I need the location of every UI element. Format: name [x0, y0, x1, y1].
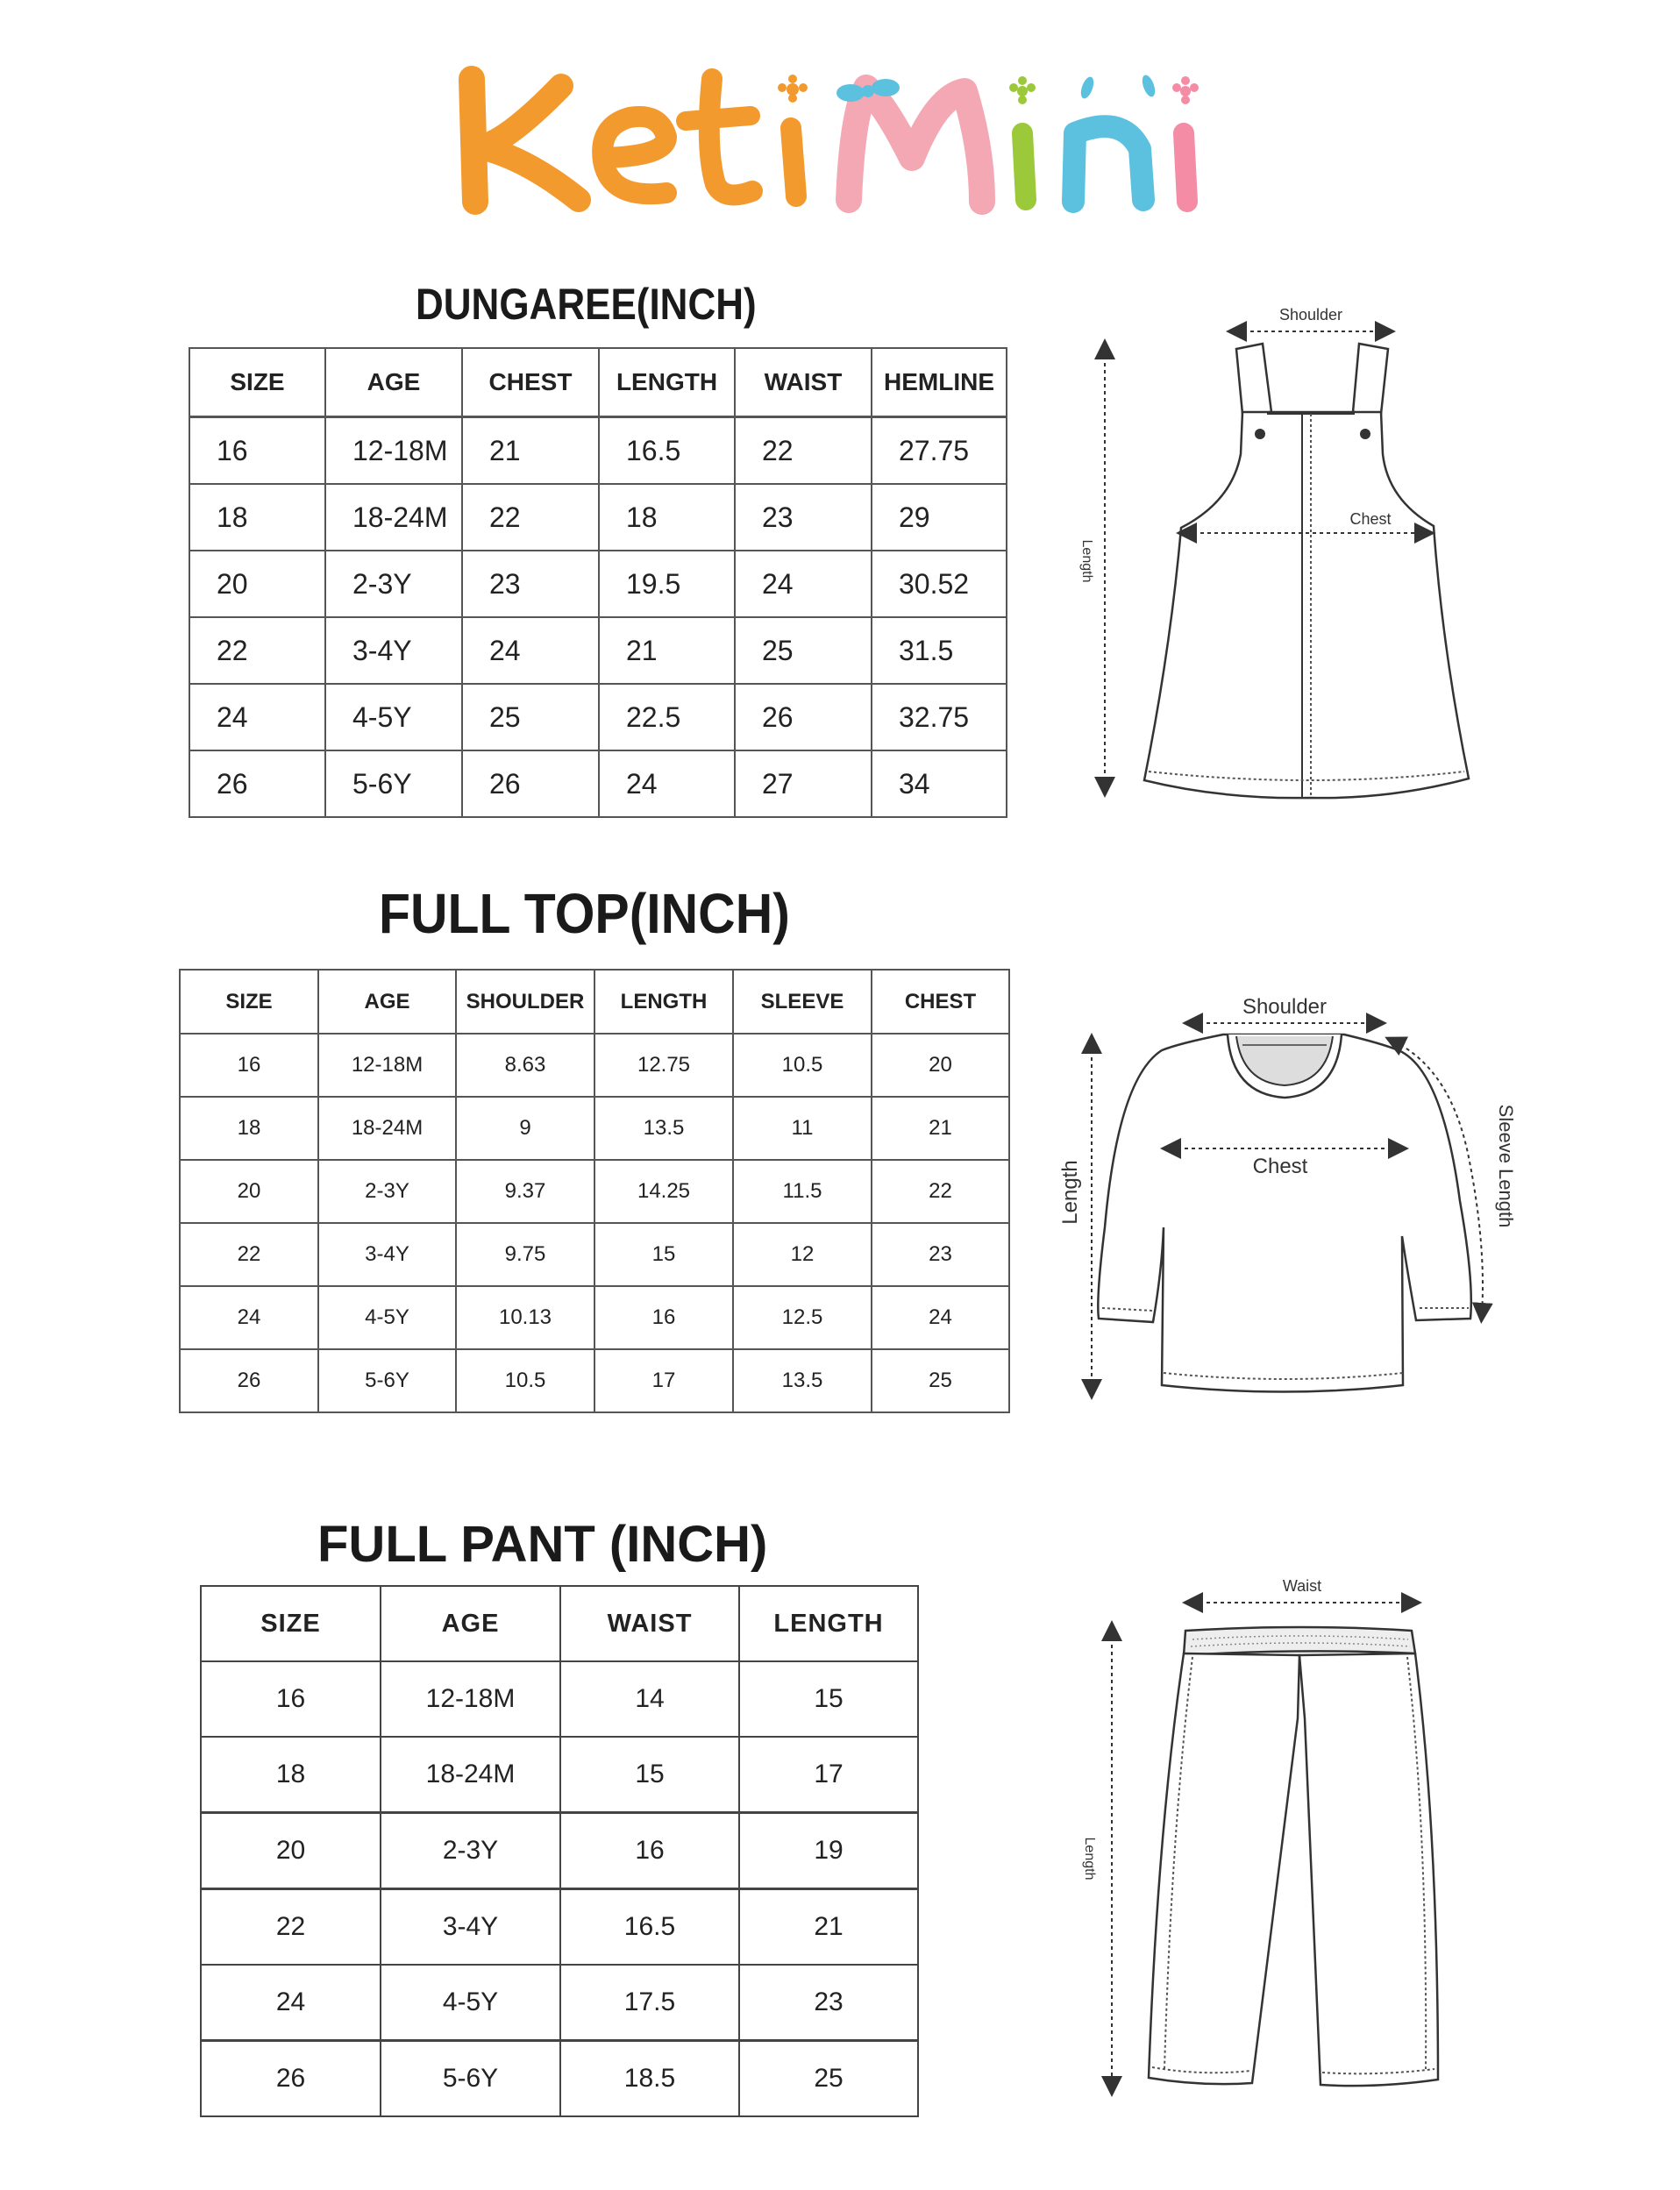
table-cell: 22: [872, 1160, 1009, 1223]
table-cell: 5-6Y: [325, 750, 462, 817]
full-top-title: FULL TOP(INCH): [379, 882, 790, 945]
table-cell: 26: [462, 750, 599, 817]
table-cell: 2-3Y: [318, 1160, 456, 1223]
ketimini-logo: [456, 53, 1228, 219]
table-cell: 24: [180, 1286, 318, 1349]
table-cell: 22: [189, 617, 325, 684]
column-header: AGE: [325, 348, 462, 417]
table-cell: 17: [594, 1349, 733, 1412]
table-row: [180, 1160, 1009, 1223]
table-cell: 16: [201, 1661, 381, 1737]
table-cell: 20: [872, 1034, 1009, 1097]
table-cell: 22: [201, 1889, 381, 1966]
table-header-row: [189, 348, 1007, 417]
table-cell: 17: [739, 1737, 918, 1813]
table-cell: 26: [189, 750, 325, 817]
table-cell: 10.5: [456, 1349, 594, 1412]
dungaree-title: DUNGAREE(INCH): [416, 280, 757, 329]
column-header: LENGTH: [599, 348, 735, 417]
table-row: [201, 1661, 918, 1737]
full-top-diagram: [1048, 982, 1539, 1403]
table-cell: 19: [739, 1813, 918, 1889]
column-header: CHEST: [462, 348, 599, 417]
column-header: CHEST: [872, 970, 1009, 1034]
table-cell: 21: [462, 417, 599, 485]
full-pant-title: FULL PANT (INCH): [317, 1516, 768, 1573]
table-cell: 34: [872, 750, 1007, 817]
table-cell: 12.5: [733, 1286, 872, 1349]
table-cell: 8.63: [456, 1034, 594, 1097]
table-cell: 23: [735, 484, 872, 551]
table-row: [189, 617, 1007, 684]
table-cell: 12: [733, 1223, 872, 1286]
table-cell: 12-18M: [381, 1661, 560, 1737]
dungaree-diagram: [1057, 298, 1513, 824]
table-cell: 22: [735, 417, 872, 485]
table-cell: 22: [180, 1223, 318, 1286]
table-row: [189, 417, 1007, 485]
table-cell: 25: [872, 1349, 1009, 1412]
table-cell: 26: [735, 684, 872, 750]
table-cell: 20: [189, 551, 325, 617]
column-header: HEMLINE: [872, 348, 1007, 417]
sleeve-length-label: Sleeve Length: [1495, 1104, 1517, 1228]
table-row: [201, 2041, 918, 2117]
table-row: [180, 1349, 1009, 1412]
table-cell: 26: [180, 1349, 318, 1412]
table-cell: 19.5: [599, 551, 735, 617]
table-cell: 18: [189, 484, 325, 551]
table-row: [180, 1097, 1009, 1160]
table-cell: 27.75: [872, 417, 1007, 485]
table-cell: 9: [456, 1097, 594, 1160]
column-header: SHOULDER: [456, 970, 594, 1034]
length-label: Length: [1079, 539, 1094, 583]
table-cell: 13.5: [594, 1097, 733, 1160]
chest-label: Chest: [1252, 1155, 1308, 1178]
column-header: WAIST: [735, 348, 872, 417]
length-label: Length: [1082, 1837, 1097, 1881]
waist-label: Waist: [1282, 1577, 1322, 1595]
table-cell: 24: [462, 617, 599, 684]
table-row: [201, 1965, 918, 2041]
table-cell: 5-6Y: [381, 2041, 560, 2117]
dungaree-size-table: [189, 347, 1007, 818]
table-cell: 16: [560, 1813, 739, 1889]
table-cell: 31.5: [872, 617, 1007, 684]
length-label: Length: [1058, 1160, 1082, 1225]
shoulder-label: Shoulder: [1242, 995, 1328, 1019]
table-cell: 11.5: [733, 1160, 872, 1223]
chest-label: Chest: [1349, 510, 1392, 528]
shoulder-label: Shoulder: [1278, 306, 1343, 324]
table-cell: 25: [462, 684, 599, 750]
table-cell: 15: [739, 1661, 918, 1737]
table-row: [189, 551, 1007, 617]
table-row: [201, 1889, 918, 1966]
full-pant-size-table: [200, 1585, 919, 2117]
full-pant-diagram: [1061, 1569, 1499, 2113]
table-cell: 2-3Y: [325, 551, 462, 617]
table-cell: 4-5Y: [318, 1286, 456, 1349]
table-cell: 10.5: [733, 1034, 872, 1097]
table-cell: 30.52: [872, 551, 1007, 617]
table-cell: 21: [599, 617, 735, 684]
table-cell: 14.25: [594, 1160, 733, 1223]
table-row: [189, 684, 1007, 750]
table-cell: 12-18M: [318, 1034, 456, 1097]
table-cell: 20: [201, 1813, 381, 1889]
table-cell: 25: [739, 2041, 918, 2117]
table-cell: 22: [462, 484, 599, 551]
table-cell: 16: [180, 1034, 318, 1097]
column-header: SIZE: [189, 348, 325, 417]
table-cell: 23: [462, 551, 599, 617]
table-cell: 17.5: [560, 1965, 739, 2041]
table-header-row: [201, 1586, 918, 1661]
table-row: [180, 1034, 1009, 1097]
table-cell: 15: [594, 1223, 733, 1286]
table-cell: 18-24M: [318, 1097, 456, 1160]
table-row: [189, 484, 1007, 551]
table-cell: 16.5: [560, 1889, 739, 1966]
table-cell: 24: [872, 1286, 1009, 1349]
table-cell: 15: [560, 1737, 739, 1813]
table-cell: 29: [872, 484, 1007, 551]
table-cell: 14: [560, 1661, 739, 1737]
table-cell: 2-3Y: [381, 1813, 560, 1889]
full-top-size-table: [179, 969, 1010, 1413]
table-cell: 21: [739, 1889, 918, 1966]
table-cell: 23: [872, 1223, 1009, 1286]
table-cell: 32.75: [872, 684, 1007, 750]
table-row: [180, 1286, 1009, 1349]
table-cell: 25: [735, 617, 872, 684]
table-row: [201, 1813, 918, 1889]
table-cell: 3-4Y: [381, 1889, 560, 1966]
table-header-row: [180, 970, 1009, 1034]
column-header: SLEEVE: [733, 970, 872, 1034]
table-cell: 12-18M: [325, 417, 462, 485]
table-cell: 18-24M: [325, 484, 462, 551]
table-cell: 5-6Y: [318, 1349, 456, 1412]
table-cell: 3-4Y: [325, 617, 462, 684]
column-header: SIZE: [180, 970, 318, 1034]
column-header: AGE: [381, 1586, 560, 1661]
table-cell: 23: [739, 1965, 918, 2041]
column-header: SIZE: [201, 1586, 381, 1661]
table-cell: 18-24M: [381, 1737, 560, 1813]
table-cell: 26: [201, 2041, 381, 2117]
table-cell: 21: [872, 1097, 1009, 1160]
table-cell: 11: [733, 1097, 872, 1160]
table-cell: 18: [599, 484, 735, 551]
table-cell: 4-5Y: [381, 1965, 560, 2041]
column-header: AGE: [318, 970, 456, 1034]
table-row: [180, 1223, 1009, 1286]
column-header: LENGTH: [739, 1586, 918, 1661]
table-cell: 9.75: [456, 1223, 594, 1286]
column-header: WAIST: [560, 1586, 739, 1661]
table-cell: 12.75: [594, 1034, 733, 1097]
table-cell: 16.5: [599, 417, 735, 485]
table-cell: 24: [735, 551, 872, 617]
table-cell: 13.5: [733, 1349, 872, 1412]
table-row: [201, 1737, 918, 1813]
table-cell: 18.5: [560, 2041, 739, 2117]
table-cell: 18: [180, 1097, 318, 1160]
table-cell: 3-4Y: [318, 1223, 456, 1286]
table-cell: 27: [735, 750, 872, 817]
table-cell: 24: [201, 1965, 381, 2041]
table-cell: 4-5Y: [325, 684, 462, 750]
table-cell: 10.13: [456, 1286, 594, 1349]
table-cell: 24: [189, 684, 325, 750]
table-cell: 9.37: [456, 1160, 594, 1223]
table-cell: 16: [594, 1286, 733, 1349]
table-cell: 20: [180, 1160, 318, 1223]
table-cell: 18: [201, 1737, 381, 1813]
column-header: LENGTH: [594, 970, 733, 1034]
table-row: [189, 750, 1007, 817]
table-cell: 22.5: [599, 684, 735, 750]
table-cell: 16: [189, 417, 325, 485]
table-cell: 24: [599, 750, 735, 817]
